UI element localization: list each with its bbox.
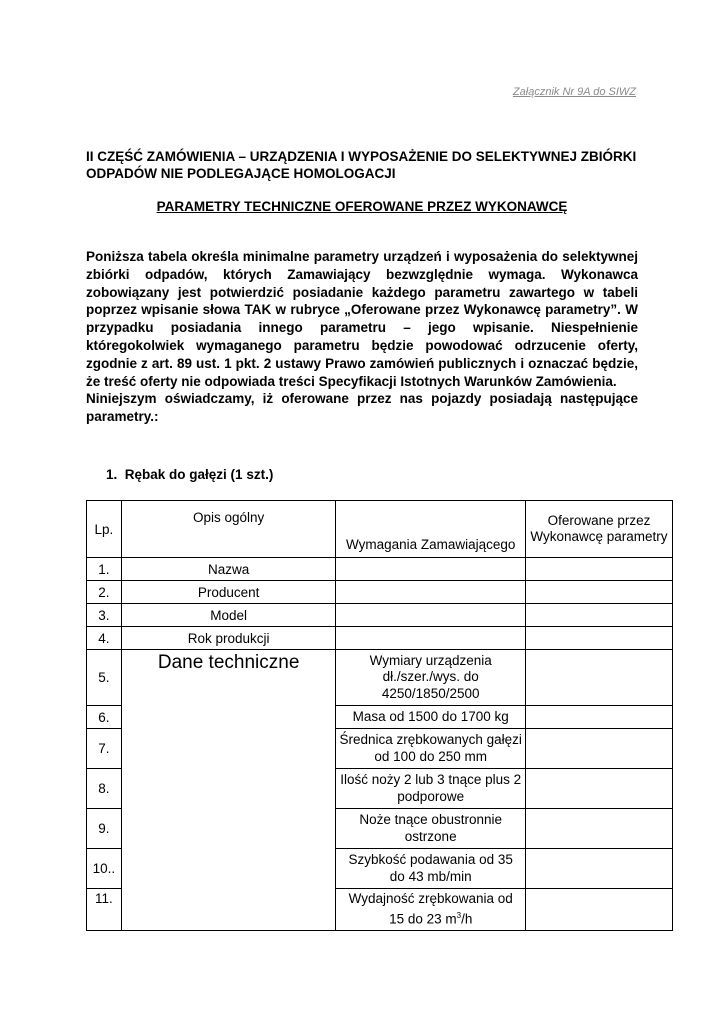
item-number: 1. xyxy=(106,467,118,482)
table-row xyxy=(87,627,673,650)
attachment-label: Załącznik Nr 9A do SIWZ xyxy=(512,86,636,98)
row-wymagania-cell xyxy=(336,604,526,627)
header-opis: Opis ogólny xyxy=(121,501,336,558)
table-row xyxy=(87,650,673,706)
row-lp: 8. xyxy=(87,769,122,809)
intro-paragraph: Poniższa tabela określa minimalne parametry urządzeń i wyposażenia do selektywnej zbiórki odpadów, których Zamawiający bezwzględnie wymaga. Wykonawca zobowiązany jest potwierdzić posiadanie każdego parametru zawartego w tabeli poprzez wpisanie słowa TAK w rubryce „Oferowane przez Wykonawcę parametry”. W przypadku posiadania innego parametru – jego wpisanie. Niespełnienie któregokolwiek wymaganego parametru będzie powodować odrzucenie oferty, zgodnie z art. 89 ust. 1 pkt. 2 ustawy Prawo zamówień publicznych i oznaczać będzie, że treść oferty nie odpowiada treści Specyfikacji Istotnych Warunków Zamówienia. xyxy=(86,249,638,389)
tech-data-label: Dane techniczne xyxy=(121,650,336,931)
row-wymagania-superscript: 3 xyxy=(456,910,462,920)
row-wymagania: Masa od 1500 do 1700 kg xyxy=(336,706,526,729)
row-wymagania-unit: /h xyxy=(461,911,473,926)
row-wymagania-cell xyxy=(336,581,526,604)
table-row xyxy=(87,581,673,604)
row-oferowane-cell[interactable] xyxy=(525,650,672,706)
row-oferowane-cell[interactable] xyxy=(525,849,672,889)
row-opis: Producent xyxy=(121,581,336,604)
row-opis: Rok produkcji xyxy=(121,627,336,650)
row-lp: 6. xyxy=(87,706,122,729)
header-wymagania: Wymagania Zamawiającego xyxy=(336,501,526,558)
item-heading xyxy=(106,467,273,482)
row-wymagania: Noże tnące obustronnie ostrzone xyxy=(336,809,526,849)
table-header-row xyxy=(87,501,673,558)
row-wymagania: Wymiary urządzenia dł./szer./wys. do 4250/1850/2500 xyxy=(336,650,526,706)
intro-text xyxy=(86,248,638,426)
header-lp: Lp. xyxy=(87,501,122,558)
row-oferowane-cell[interactable] xyxy=(525,604,672,627)
row-wymagania xyxy=(336,889,526,931)
parameters-table xyxy=(86,500,673,931)
intro-declaration: Niniejszym oświadczamy, iż oferowane przez nas pojazdy posiadają następujące parametry.: xyxy=(86,391,638,425)
row-wymagania: Ilość noży 2 lub 3 tnące plus 2 podporowe xyxy=(336,769,526,809)
section-title: II CZĘŚĆ ZAMÓWIENIA – URZĄDZENIA I WYPOSAŻENIE DO SELEKTYWNEJ ZBIÓRKI ODPADÓW NIE PODLEGAJĄCE HOMOLOGACJI xyxy=(86,149,637,181)
table-row xyxy=(87,604,673,627)
row-oferowane-cell[interactable] xyxy=(525,627,672,650)
row-lp: 2. xyxy=(87,581,122,604)
row-lp: 5. xyxy=(87,650,122,706)
row-oferowane-cell[interactable] xyxy=(525,558,672,581)
row-oferowane-cell[interactable] xyxy=(525,581,672,604)
row-lp: 4. xyxy=(87,627,122,650)
document-subtitle: PARAMETRY TECHNICZNE OFEROWANE PRZEZ WYKONAWCĘ xyxy=(156,199,568,214)
row-wymagania-cell xyxy=(336,627,526,650)
row-wymagania: Średnica zrębkowanych gałęzi od 100 do 250 mm xyxy=(336,729,526,769)
row-lp: 10.. xyxy=(87,849,122,889)
row-wymagania-cell xyxy=(336,558,526,581)
row-oferowane-cell[interactable] xyxy=(525,729,672,769)
row-oferowane-cell[interactable] xyxy=(525,889,672,931)
row-oferowane-cell[interactable] xyxy=(525,769,672,809)
row-opis: Nazwa xyxy=(121,558,336,581)
row-oferowane-cell[interactable] xyxy=(525,706,672,729)
item-title: Rębak do gałęzi (1 szt.) xyxy=(124,467,274,482)
row-wymagania: Szybkość podawania od 35 do 43 mb/min xyxy=(336,849,526,889)
row-opis: Model xyxy=(121,604,336,627)
row-oferowane-cell[interactable] xyxy=(525,809,672,849)
row-lp: 11. xyxy=(87,889,122,931)
row-lp: 1. xyxy=(87,558,122,581)
row-lp: 9. xyxy=(87,809,122,849)
header-oferowane: Oferowane przez Wykonawcę parametry xyxy=(525,501,672,558)
row-lp: 7. xyxy=(87,729,122,769)
table-row xyxy=(87,558,673,581)
row-lp: 3. xyxy=(87,604,122,627)
row-wymagania-text: Wydajność zrębkowania od 15 do 23 m xyxy=(348,891,513,926)
